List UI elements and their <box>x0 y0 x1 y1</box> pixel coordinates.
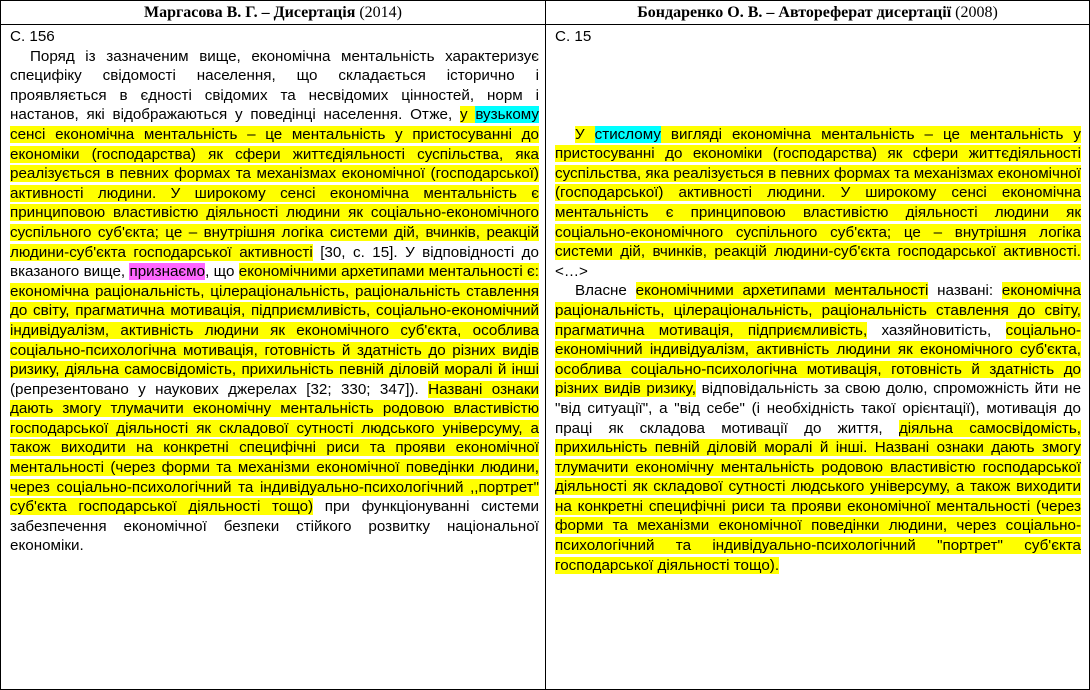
highlighted-text-segment: Названі ознаки дають змогу тлумачити економічну ментальність родовою властивістю господарської діяльності як складової сутності людського універсуму, а також виходити на конкретні специфічні риси та прояви економічної ментальності (через форми та механізми економічної поведінки людини, через соціально-психологічний та індивідуально-психологічний ,,портрет" суб'єкта господарської діяльності тощо) <box>10 380 539 516</box>
highlighted-text-segment: економічна раціональність, цілераціональність, раціональність ставлення до світу, прагматична мотивація, підприємливість, <box>555 282 1081 339</box>
highlighted-text-segment: соціально-економічний індивідуалізм, активність людини як економічного суб'єкта, особлива соціально-психологічна мотивація, готовність й здатність до різних видів ризику, <box>555 321 1081 398</box>
highlighted-text-segment: економічна раціональність, цілераціональність, раціональність ставлення до світу, прагматична мотивація, підприємливість, соціально-економічний індивідуалізм, активність людини як економічного суб'єкта, особлива соціально-психологічна мотивація, готовність й здатність до різних видів ризику, діяльна самосвідомість, прихильність певній діловій моралі й інші <box>10 282 539 379</box>
text-segment: відповідальність за свою долю, спроможність йти не "від ситуації", а "від себе" (і необхідність такої орієнтації), мотивація до праці як складова мотивації до життя, <box>555 380 1082 437</box>
left-header-title: Маргасова В. Г. – Дисертація <box>144 4 356 21</box>
highlighted-text-segment: стислому <box>594 125 661 143</box>
right-body <box>546 25 1089 575</box>
highlighted-text-segment: економічними архетипами ментальності <box>635 282 929 300</box>
highlighted-text-segment: признаємо <box>129 263 206 281</box>
highlighted-text-segment: сенсі економічна ментальність – це ментальність у пристосуванні до економіки (господарства) як сфери життєдіяльності суспільства, яка реалізується в певних формах та механізмах економічної (господарської) активності людини. У широкому сенсі економічна ментальність є принциповою властивістю діяльності людини як соціально-економічного суспільного суб'єкта; це – внутрішня логіка системи дій, вчинків, реакцій людини-суб'єкта господарської активності <box>10 125 539 261</box>
blank-space <box>555 47 1081 125</box>
left-page-number: С. 156 <box>10 28 55 45</box>
left-header-year: (2014) <box>359 4 402 21</box>
left-body <box>1 25 545 556</box>
text-segment: названі: <box>928 282 1002 300</box>
highlighted-text-segment: У <box>575 125 595 143</box>
left-header <box>1 1 545 25</box>
text-segment: <…> <box>555 262 588 280</box>
right-page-number: С. 15 <box>555 28 592 45</box>
highlighted-text-segment: діяльна самосвідомість, прихильність певній діловій моралі й інші. Названі ознаки дають змогу тлумачити економічну ментальність родовою властивістю господарської діяльності як складової сутності людського універсуму, а також виходити на конкретні специфічні риси та прояви економічної ментальності (через форми та механізми економічної поведінки людини, через соціально-психологічний та індивідуально-психологічний "портрет" суб'єкта господарської діяльності тощо). <box>555 419 1082 574</box>
text-segment: , що <box>205 263 239 281</box>
text-segment: [30, с. 15]. У відповідності до вказаного вище, <box>10 243 539 281</box>
left-column <box>1 1 546 689</box>
right-header <box>546 1 1089 25</box>
left-paragraph <box>10 47 539 556</box>
text-segment: (репрезентовано у наукових джерелах [32; 330; 347]). <box>10 380 429 398</box>
right-paragraph-1 <box>555 125 1081 282</box>
text-segment: хазяйновитість, <box>867 321 1006 339</box>
right-header-year: (2008) <box>955 4 998 21</box>
text-segment: при функціонуванні системи забезпечення економічної безпеки стійкого розвитку національної економіки. <box>10 498 539 555</box>
text-segment: Власне <box>575 282 636 300</box>
right-header-title: Бондаренко О. В. – Автореферат дисертації <box>637 4 952 21</box>
right-paragraph-2 <box>555 281 1081 575</box>
highlighted-text-segment: вигляді економічна ментальність – це ментальність у пристосуванні до економіки (господарства) як сфери життєдіяльності суспільства, яка реалізується в певних формах та механізмах економічної (господарської) активності людини. У широкому сенсі економічна ментальність є принциповою властивістю діяльності людини як соціально-економічного суспільного суб'єкта; це – внутрішня логіка системи дій, вчинків, реакцій людини-суб'єкта господарської активності. <box>555 125 1082 261</box>
highlighted-text-segment: вузькому <box>475 106 539 124</box>
text-segment: Поряд із зазначеним вище, економічна ментальність характеризує специфіку свідомості населення, що складається історично і проявляється в єдності свідомих та несвідомих цінностей, норм і настанов, які відображаються у поведінці населення. Отже, <box>10 47 539 124</box>
highlighted-text-segment: у <box>459 106 476 124</box>
right-column <box>546 1 1089 689</box>
highlighted-text-segment: економічними архетипами ментальності є: <box>238 263 540 281</box>
